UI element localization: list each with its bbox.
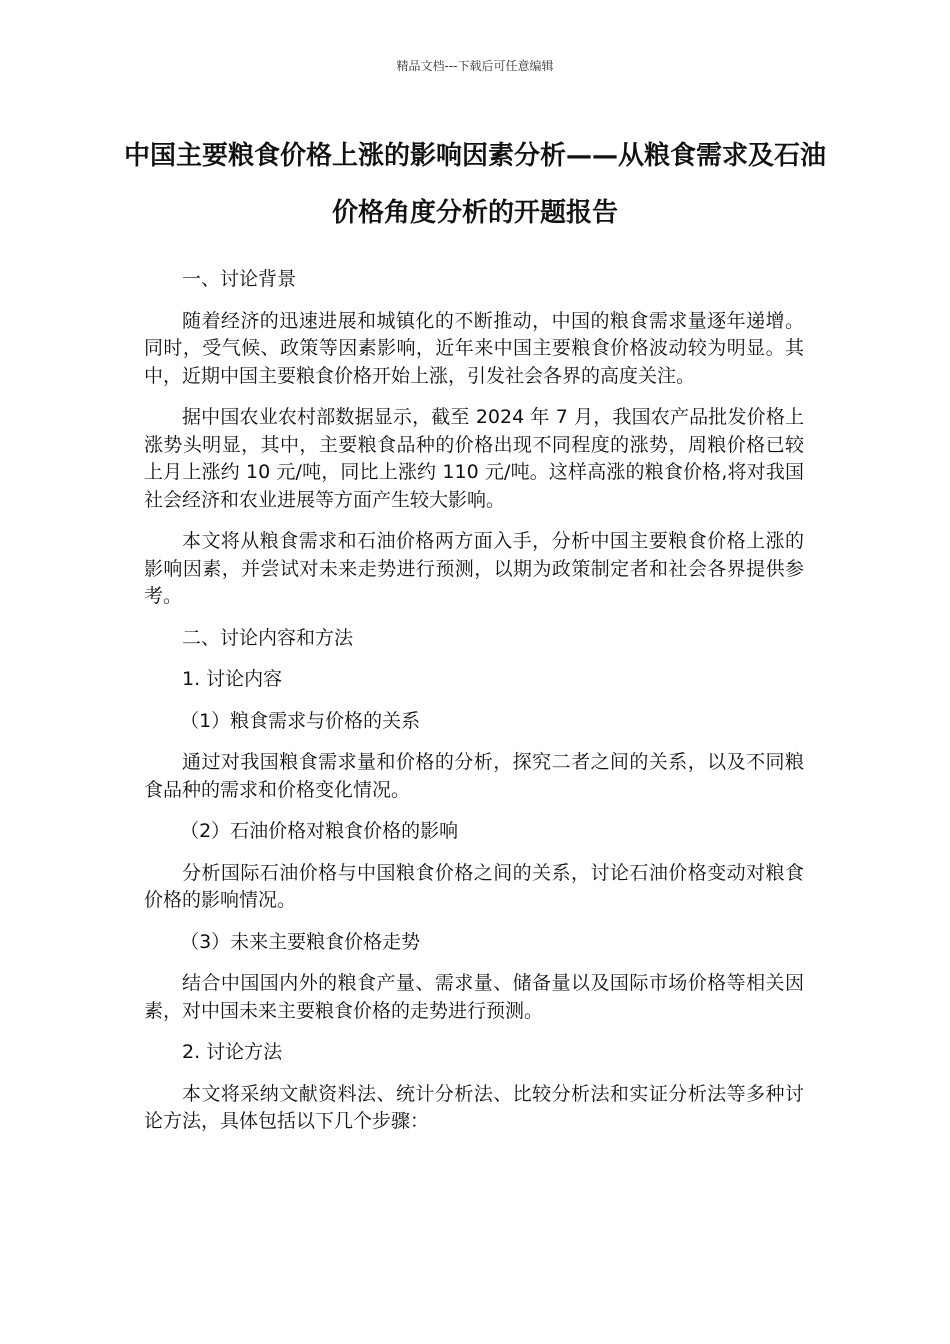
document-title: 中国主要粮食价格上涨的影响因素分析——从粮食需求及石油价格角度分析的开题报告 (123, 141, 826, 228)
document-body (144, 266, 804, 1150)
item-heading-demand-price: （1）粮食需求与价格的关系 (180, 709, 421, 732)
item-text-demand-price: 通过对我国粮食需求量和价格的分析，探究二者之间的关系，以及不同粮食品种的需求和价格变化情况。 (144, 751, 804, 801)
subsection-heading-method: 2. 讨论方法 (182, 1041, 283, 1063)
paragraph-background-1: 随着经济的迅速进展和城镇化的不断推动，中国的粮食需求量逐年递增。同时，受气候、政策等因素影响，近年来中国主要粮食价格波动较为明显。其中，近期中国主要粮食价格开始上涨，引发社会各界的高度关注。 (144, 309, 804, 387)
paragraph-background-2: 据中国农业农村部数据显示，截至 2024 年 7 月，我国农产品批发价格上涨势头明显，其中，主要粮食品种的价格出现不同程度的涨势，周粮价格已较上月上涨约 10 元/吨，同比上涨约 110 元/吨。这样高涨的粮食价格,将对我国社会经济和农业进展等方面产生较大影响。 (144, 406, 804, 511)
section-heading-content-method: 二、讨论内容和方法 (182, 626, 354, 649)
item-text-future-trend: 结合中国国内外的粮食产量、需求量、储备量以及国际市场价格等相关因素，对中国未来主要粮食价格的走势进行预测。 (144, 972, 804, 1022)
item-heading-oil-price: （2）石油价格对粮食价格的影响 (180, 820, 459, 842)
header-note: 精品文档---下载后可任意编辑 (396, 59, 554, 73)
item-heading-future-trend: （3）未来主要粮食价格走势 (180, 930, 421, 953)
subsection-heading-content: 1. 讨论内容 (182, 668, 283, 690)
item-text-oil-price: 分析国际石油价格与中国粮食价格之间的关系，讨论石油价格变动对粮食价格的影响情况。 (144, 861, 804, 911)
paragraph-background-3: 本文将从粮食需求和石油价格两方面入手，分析中国主要粮食价格上涨的影响因素，并尝试对未来走势进行预测，以期为政策制定者和社会各界提供参考。 (144, 530, 804, 607)
section-heading-background: 一、讨论背景 (182, 268, 297, 290)
paragraph-method: 本文将采纳文献资料法、统计分析法、比较分析法和实证分析法等多种讨论方法，具体包括以下几个步骤： (144, 1082, 804, 1132)
